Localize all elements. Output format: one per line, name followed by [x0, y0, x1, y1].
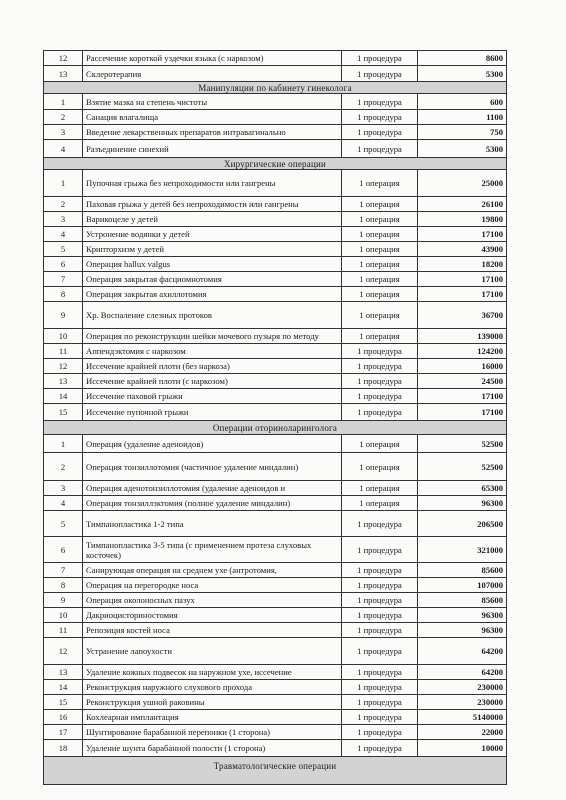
service-price: 96300 — [418, 496, 507, 511]
service-name: Операция тонзиллэктомия (полное удаление миндалин) — [83, 496, 342, 511]
service-name: Шунтирование барабанной перепонки (1 сторона) — [83, 725, 342, 740]
service-name: Операция закрытая фасциомнотомия — [83, 272, 342, 287]
service-price: 230000 — [418, 695, 507, 710]
row-number: 1 — [44, 435, 83, 453]
row-number: 9 — [44, 593, 83, 608]
table-row — [44, 197, 507, 212]
section-title: Хирургические операции — [44, 158, 507, 170]
table-row — [44, 51, 507, 66]
row-number: 4 — [44, 140, 83, 158]
table-row — [44, 511, 507, 537]
service-unit: 1 операция — [342, 227, 418, 242]
service-name: Кохлеарная имплантация — [83, 710, 342, 725]
service-unit: 1 операция — [342, 481, 418, 496]
service-unit: 1 процедура — [342, 537, 418, 563]
service-name: Склеротерапия — [83, 66, 342, 82]
row-number: 11 — [44, 623, 83, 638]
row-number: 12 — [44, 359, 83, 374]
table-row — [44, 537, 507, 563]
service-unit: 1 процедура — [342, 374, 418, 389]
section-header-row — [44, 82, 507, 94]
service-unit: 1 процедура — [342, 680, 418, 695]
service-name: Иссечение крайней плоти (с наркозом) — [83, 374, 342, 389]
service-price: 24500 — [418, 374, 507, 389]
table-row — [44, 344, 507, 359]
table-row — [44, 302, 507, 329]
table-row — [44, 695, 507, 710]
service-name: Дакриоцисториностомия — [83, 608, 342, 623]
row-number: 17 — [44, 725, 83, 740]
service-unit: 1 процедура — [342, 404, 418, 421]
row-number: 7 — [44, 272, 83, 287]
table-row — [44, 125, 507, 140]
service-price: 85600 — [418, 563, 507, 578]
service-price: 36700 — [418, 302, 507, 329]
service-price: 10000 — [418, 740, 507, 757]
service-unit: 1 процедура — [342, 344, 418, 359]
service-name: Операция околоносных пазух — [83, 593, 342, 608]
row-number: 6 — [44, 257, 83, 272]
service-price: 1100 — [418, 110, 507, 125]
table-row — [44, 110, 507, 125]
service-price: 17100 — [418, 287, 507, 302]
service-price: 26100 — [418, 197, 507, 212]
service-name: Операция тонзиллотомия (частичное удаление миндалин) — [83, 453, 342, 481]
section-title: Травматологические операции — [44, 757, 507, 785]
table-row — [44, 740, 507, 757]
row-number: 5 — [44, 511, 83, 537]
service-name: Иссечение пупочной грыжи — [83, 404, 342, 421]
row-number: 14 — [44, 680, 83, 695]
service-name: Хр. Воспаление слезных протоков — [83, 302, 342, 329]
row-number: 1 — [44, 94, 83, 110]
row-number: 3 — [44, 125, 83, 140]
service-unit: 1 операция — [342, 170, 418, 197]
service-name: Операция hallux valgus — [83, 257, 342, 272]
table-row — [44, 374, 507, 389]
service-price: 17100 — [418, 227, 507, 242]
service-price: 5300 — [418, 66, 507, 82]
service-price: 8600 — [418, 51, 507, 66]
row-number: 3 — [44, 212, 83, 227]
service-price: 64200 — [418, 638, 507, 665]
service-unit: 1 процедура — [342, 389, 418, 404]
service-unit: 1 операция — [342, 453, 418, 481]
service-name: Операция по реконструкции шейки мочевого пузыря по методу — [83, 329, 342, 344]
service-unit: 1 процедура — [342, 359, 418, 374]
service-unit: 1 операция — [342, 212, 418, 227]
table-row — [44, 94, 507, 110]
row-number: 13 — [44, 66, 83, 82]
service-unit: 1 процедура — [342, 593, 418, 608]
service-price: 43900 — [418, 242, 507, 257]
row-number: 16 — [44, 710, 83, 725]
row-number: 9 — [44, 302, 83, 329]
row-number: 14 — [44, 389, 83, 404]
table-row — [44, 725, 507, 740]
service-name: Удаление шунта барабанной полости (1 сторона) — [83, 740, 342, 757]
service-unit: 1 процедура — [342, 725, 418, 740]
row-number: 7 — [44, 563, 83, 578]
service-price: 139000 — [418, 329, 507, 344]
service-price: 18200 — [418, 257, 507, 272]
row-number: 3 — [44, 481, 83, 496]
service-price: 25000 — [418, 170, 507, 197]
service-price: 85600 — [418, 593, 507, 608]
section-header-row — [44, 421, 507, 435]
table-row — [44, 563, 507, 578]
row-number: 4 — [44, 227, 83, 242]
row-number: 13 — [44, 665, 83, 680]
table-row — [44, 242, 507, 257]
table-row — [44, 481, 507, 496]
row-number: 12 — [44, 51, 83, 66]
service-unit: 1 процедура — [342, 110, 418, 125]
service-name: Устронение водянки у детей — [83, 227, 342, 242]
price-table — [43, 50, 507, 785]
service-unit: 1 операция — [342, 496, 418, 511]
table-row — [44, 140, 507, 158]
service-price: 52500 — [418, 435, 507, 453]
row-number: 2 — [44, 110, 83, 125]
service-name: Тимпанопластика 3-5 типа (с применением протеза слуховых косточек) — [83, 537, 342, 563]
row-number: 11 — [44, 344, 83, 359]
row-number: 8 — [44, 287, 83, 302]
service-price: 230000 — [418, 680, 507, 695]
service-unit: 1 операция — [342, 329, 418, 344]
row-number: 2 — [44, 453, 83, 481]
section-title: Операции оториноларинголога — [44, 421, 507, 435]
row-number: 15 — [44, 695, 83, 710]
service-name: Санирующая операция на среднем ухе (антротомия, — [83, 563, 342, 578]
service-name: Иссечение крайней плоти (без наркоза) — [83, 359, 342, 374]
service-unit: 1 процедура — [342, 140, 418, 158]
service-price: 124200 — [418, 344, 507, 359]
row-number: 1 — [44, 170, 83, 197]
service-name: Операция закрытая ахиллотомия — [83, 287, 342, 302]
service-price: 96300 — [418, 623, 507, 638]
price-table-body — [44, 51, 507, 785]
service-name: Операция на перегородке носа — [83, 578, 342, 593]
table-row — [44, 710, 507, 725]
service-name: Пупочная грыжа без непроходимости или гангрены — [83, 170, 342, 197]
service-name: Паховая грыжа у детей без непроходимости или гангрены — [83, 197, 342, 212]
service-unit: 1 операция — [342, 242, 418, 257]
service-unit: 1 процедура — [342, 695, 418, 710]
service-unit: 1 операция — [342, 302, 418, 329]
service-price: 16000 — [418, 359, 507, 374]
table-row — [44, 272, 507, 287]
table-row — [44, 227, 507, 242]
service-price: 65300 — [418, 481, 507, 496]
row-number: 4 — [44, 496, 83, 511]
service-name: Рассечение короткой уздечки языка (с наркозом) — [83, 51, 342, 66]
row-number: 5 — [44, 242, 83, 257]
row-number: 15 — [44, 404, 83, 421]
table-row — [44, 665, 507, 680]
table-row — [44, 212, 507, 227]
table-row — [44, 608, 507, 623]
service-unit: 1 процедура — [342, 608, 418, 623]
table-row — [44, 389, 507, 404]
section-title: Манипуляции по кабинету гинеколога — [44, 82, 507, 94]
service-unit: 1 процедура — [342, 740, 418, 757]
table-row — [44, 453, 507, 481]
service-unit: 1 процедура — [342, 563, 418, 578]
service-unit: 1 процедура — [342, 710, 418, 725]
table-row — [44, 623, 507, 638]
service-name: Введение лекарственных препаратов интравагинально — [83, 125, 342, 140]
service-unit: 1 процедура — [342, 638, 418, 665]
service-name: Взятие мазка на степень чистоты — [83, 94, 342, 110]
service-name: Репозиция костей носа — [83, 623, 342, 638]
service-name: Удаление кожных подвесок на наружном ухе, иссечение — [83, 665, 342, 680]
service-name: Реконструкция наружного слухового прохода — [83, 680, 342, 695]
service-price: 64200 — [418, 665, 507, 680]
service-price: 17100 — [418, 389, 507, 404]
section-header-row — [44, 757, 507, 785]
service-unit: 1 операция — [342, 197, 418, 212]
service-name: Разъединение синехий — [83, 140, 342, 158]
table-row — [44, 404, 507, 421]
service-unit: 1 процедура — [342, 51, 418, 66]
service-price: 22000 — [418, 725, 507, 740]
service-price: 5300 — [418, 140, 507, 158]
section-header-row — [44, 158, 507, 170]
table-row — [44, 593, 507, 608]
service-price: 600 — [418, 94, 507, 110]
service-unit: 1 процедура — [342, 125, 418, 140]
table-row — [44, 496, 507, 511]
table-row — [44, 287, 507, 302]
service-price: 750 — [418, 125, 507, 140]
table-row — [44, 680, 507, 695]
service-unit: 1 операция — [342, 272, 418, 287]
service-price: 107000 — [418, 578, 507, 593]
service-name: Санация влагалища — [83, 110, 342, 125]
service-unit: 1 операция — [342, 257, 418, 272]
service-unit: 1 процедура — [342, 66, 418, 82]
service-unit: 1 операция — [342, 435, 418, 453]
service-price: 19800 — [418, 212, 507, 227]
row-number: 10 — [44, 608, 83, 623]
service-unit: 1 операция — [342, 287, 418, 302]
table-row — [44, 359, 507, 374]
row-number: 18 — [44, 740, 83, 757]
service-name: Операция аденотонзиллотомия (удаление аденоидов и — [83, 481, 342, 496]
row-number: 12 — [44, 638, 83, 665]
table-row — [44, 257, 507, 272]
service-unit: 1 процедура — [342, 665, 418, 680]
service-price: 17100 — [418, 272, 507, 287]
service-name: Реконструкция ушной раковины — [83, 695, 342, 710]
service-name: Крипторхизм у детей — [83, 242, 342, 257]
service-unit: 1 процедура — [342, 578, 418, 593]
row-number: 13 — [44, 374, 83, 389]
service-name: Варикоцеле у детей — [83, 212, 342, 227]
service-unit: 1 процедура — [342, 623, 418, 638]
service-unit: 1 процедура — [342, 94, 418, 110]
table-row — [44, 578, 507, 593]
table-row — [44, 170, 507, 197]
row-number: 8 — [44, 578, 83, 593]
service-price: 96300 — [418, 608, 507, 623]
row-number: 6 — [44, 537, 83, 563]
service-name: Тимпанопластика 1-2 типа — [83, 511, 342, 537]
service-name: Устранение лапоухости — [83, 638, 342, 665]
service-price: 321000 — [418, 537, 507, 563]
service-price: 52500 — [418, 453, 507, 481]
table-row — [44, 329, 507, 344]
table-row — [44, 435, 507, 453]
service-price: 5140000 — [418, 710, 507, 725]
row-number: 10 — [44, 329, 83, 344]
table-row — [44, 638, 507, 665]
row-number: 2 — [44, 197, 83, 212]
service-name: Операция (удаление аденоидов) — [83, 435, 342, 453]
service-name: Аппендэктомия с наркозом — [83, 344, 342, 359]
table-row — [44, 66, 507, 82]
service-price: 17100 — [418, 404, 507, 421]
service-name: Иссечение паховой грыжи — [83, 389, 342, 404]
service-price: 206500 — [418, 511, 507, 537]
service-unit: 1 процедура — [342, 511, 418, 537]
